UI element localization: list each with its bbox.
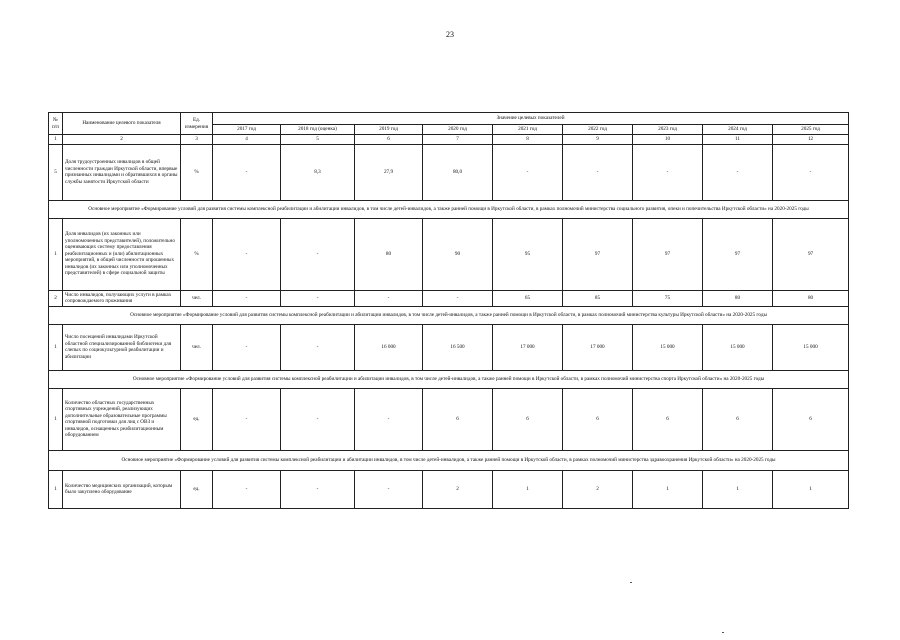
row-value: - xyxy=(213,290,281,306)
row-value: 97 xyxy=(563,218,633,290)
row-value: - xyxy=(281,388,355,450)
header-year: 2018 год (оценка) xyxy=(281,125,355,135)
row-unit: ед. xyxy=(181,388,213,450)
page-number: 23 xyxy=(446,30,454,39)
row-value: - xyxy=(355,388,423,450)
row-value: 15 000 xyxy=(773,324,849,370)
row-indicator-name: Число инвалидов, получающих услуги в рамках сопровождаемого проживания xyxy=(63,290,181,306)
row-unit: чел. xyxy=(181,290,213,306)
header-year: 2017 год xyxy=(213,125,281,135)
row-value: 6 xyxy=(423,388,493,450)
row-value: 8,3 xyxy=(281,144,355,200)
row-value: 75 xyxy=(633,290,703,306)
row-unit: % xyxy=(181,218,213,290)
col-number: 4 xyxy=(213,135,281,145)
row-value: 65 xyxy=(493,290,563,306)
col-number: 2 xyxy=(63,135,181,145)
section-header-culture xyxy=(49,306,849,324)
scan-speck xyxy=(722,632,724,633)
row-value: 6 xyxy=(493,388,563,450)
row-value: - xyxy=(213,388,281,450)
row-num: 1 xyxy=(49,218,63,290)
row-value: - xyxy=(703,144,773,200)
row-value: 6 xyxy=(563,388,633,450)
header-values-group: Значение целевых показателей xyxy=(213,113,849,125)
row-unit: чел. xyxy=(181,324,213,370)
header-name: Наименование целевого показателя xyxy=(63,113,181,135)
row-value: - xyxy=(423,290,493,306)
target-indicators-table xyxy=(48,112,849,509)
col-number: 6 xyxy=(355,135,423,145)
row-value: 90 xyxy=(423,218,493,290)
header-year: 2023 год xyxy=(633,125,703,135)
col-number: 8 xyxy=(493,135,563,145)
row-value: - xyxy=(355,290,423,306)
table-row xyxy=(49,144,849,200)
table-row xyxy=(49,388,849,450)
row-indicator-name: Количество областных государственных спортивных учреждений, реализующих дополнительные образовательные программы спортивной подготовки для лиц с ОВЗ и инвалидов, оснащенных реабилитационным оборудованием xyxy=(63,388,181,450)
header-year: 2020 год xyxy=(423,125,493,135)
header-unit: Ед. измерения xyxy=(181,113,213,135)
section-title: Основное мероприятие «Формирование условий для развития системы комплексной реабилитации и абилитации инвалидов, в том числе детей-инвалидов, а также ранней помощи в Иркутской области, в рамках полномочий министерства культуры Иркутской области» на 2020-2025 годы xyxy=(49,306,849,324)
row-value: 80 xyxy=(703,290,773,306)
row-value: 97 xyxy=(703,218,773,290)
row-value: - xyxy=(213,144,281,200)
scan-speck xyxy=(630,582,632,583)
col-number: 1 xyxy=(49,135,63,145)
row-value: - xyxy=(355,470,423,508)
row-unit: ед. xyxy=(181,470,213,508)
row-value: - xyxy=(281,324,355,370)
table-row xyxy=(49,324,849,370)
section-title: Основное мероприятие «Формирование условий для развития системы комплексной реабилитации и абилитации инвалидов, в том числе детей-инвалидов, а также ранней помощи в Иркутской области, в рамках полномочий министерства здравоохранения Иркутской области» на 2020-2025 годы xyxy=(49,450,849,470)
row-value: 2 xyxy=(423,470,493,508)
row-value: 1 xyxy=(633,470,703,508)
row-indicator-name: Доля инвалидов (их законных или уполномоченных представителей), положительно оценивающих систему предоставления реабилитационных и (или) абилитационных мероприятий, в общей численности опрошенных инвалидов (их законных или уполномоченных представителей) в сфере социальной защиты xyxy=(63,218,181,290)
row-num: 1 xyxy=(49,470,63,508)
header-num: № п/п xyxy=(49,113,63,135)
section-header-social xyxy=(49,200,849,218)
row-num: 2 xyxy=(49,290,63,306)
header-row-1 xyxy=(49,113,849,125)
row-value: 80 xyxy=(773,290,849,306)
row-value: 2 xyxy=(563,470,633,508)
row-num: 1 xyxy=(49,324,63,370)
row-value: 6 xyxy=(703,388,773,450)
row-value: 80 xyxy=(355,218,423,290)
row-value: 17 000 xyxy=(493,324,563,370)
row-value: 16 000 xyxy=(355,324,423,370)
row-value: - xyxy=(281,290,355,306)
header-year: 2021 год xyxy=(493,125,563,135)
row-value: - xyxy=(281,470,355,508)
col-number: 12 xyxy=(773,135,849,145)
col-number: 5 xyxy=(281,135,355,145)
row-value: 1 xyxy=(493,470,563,508)
table-row xyxy=(49,470,849,508)
row-indicator-name: Доля трудоустроенных инвалидов в общей численности граждан Иркутской области, впервые признанных инвалидами и обратившихся в органы службы занятости Иркутской области xyxy=(63,144,181,200)
col-number: 9 xyxy=(563,135,633,145)
row-num: 1 xyxy=(49,388,63,450)
header-year: 2025 год xyxy=(773,125,849,135)
column-number-row xyxy=(49,135,849,145)
row-value: 27,9 xyxy=(355,144,423,200)
col-number: 11 xyxy=(703,135,773,145)
header-year: 2022 год xyxy=(563,125,633,135)
section-header-health xyxy=(49,450,849,470)
row-value: 1 xyxy=(773,470,849,508)
row-value: - xyxy=(563,144,633,200)
row-value: 16 500 xyxy=(423,324,493,370)
row-value: - xyxy=(281,218,355,290)
col-number: 7 xyxy=(423,135,493,145)
table-row xyxy=(49,218,849,290)
col-number: 10 xyxy=(633,135,703,145)
header-year: 2024 год xyxy=(703,125,773,135)
row-indicator-name: Количество медицинских организаций, которым было закуплено оборудование xyxy=(63,470,181,508)
row-value: - xyxy=(213,324,281,370)
row-value: - xyxy=(213,470,281,508)
row-num: 5 xyxy=(49,144,63,200)
row-value: 15 000 xyxy=(703,324,773,370)
row-value: 17 000 xyxy=(563,324,633,370)
row-value: 97 xyxy=(773,218,849,290)
section-title: Основное мероприятие «Формирование условий для развития системы комплексной реабилитации и абилитации инвалидов, в том числе детей-инвалидов, а также ранней помощи в Иркутской области, в рамках полномочий министерства спорта Иркутской области» на 2020-2025 годы xyxy=(49,370,849,388)
col-number: 3 xyxy=(181,135,213,145)
row-value: 15 000 xyxy=(633,324,703,370)
row-value: - xyxy=(493,144,563,200)
row-indicator-name: Число посещений инвалидами Иркутской областной специализированной библиотеки для слепых по социокультурной реабилитации и абилитации xyxy=(63,324,181,370)
row-value: 95 xyxy=(493,218,563,290)
row-value: 80,0 xyxy=(423,144,493,200)
row-value: 85 xyxy=(563,290,633,306)
table-row xyxy=(49,290,849,306)
row-value: - xyxy=(773,144,849,200)
row-value: - xyxy=(213,218,281,290)
section-title: Основное мероприятие «Формирование условий для развития системы комплексной реабилитации и абилитации инвалидов, в том числе детей-инвалидов, а также ранней помощи в Иркутской области, в рамках полномочий министерства социального развития, опеки и попечительства Иркутской области» на 2020-2025 годы xyxy=(49,200,849,218)
header-year: 2019 год xyxy=(355,125,423,135)
section-header-sport xyxy=(49,370,849,388)
row-value: 6 xyxy=(633,388,703,450)
row-value: 6 xyxy=(773,388,849,450)
row-unit: % xyxy=(181,144,213,200)
row-value: - xyxy=(633,144,703,200)
row-value: 97 xyxy=(633,218,703,290)
row-value: 1 xyxy=(703,470,773,508)
